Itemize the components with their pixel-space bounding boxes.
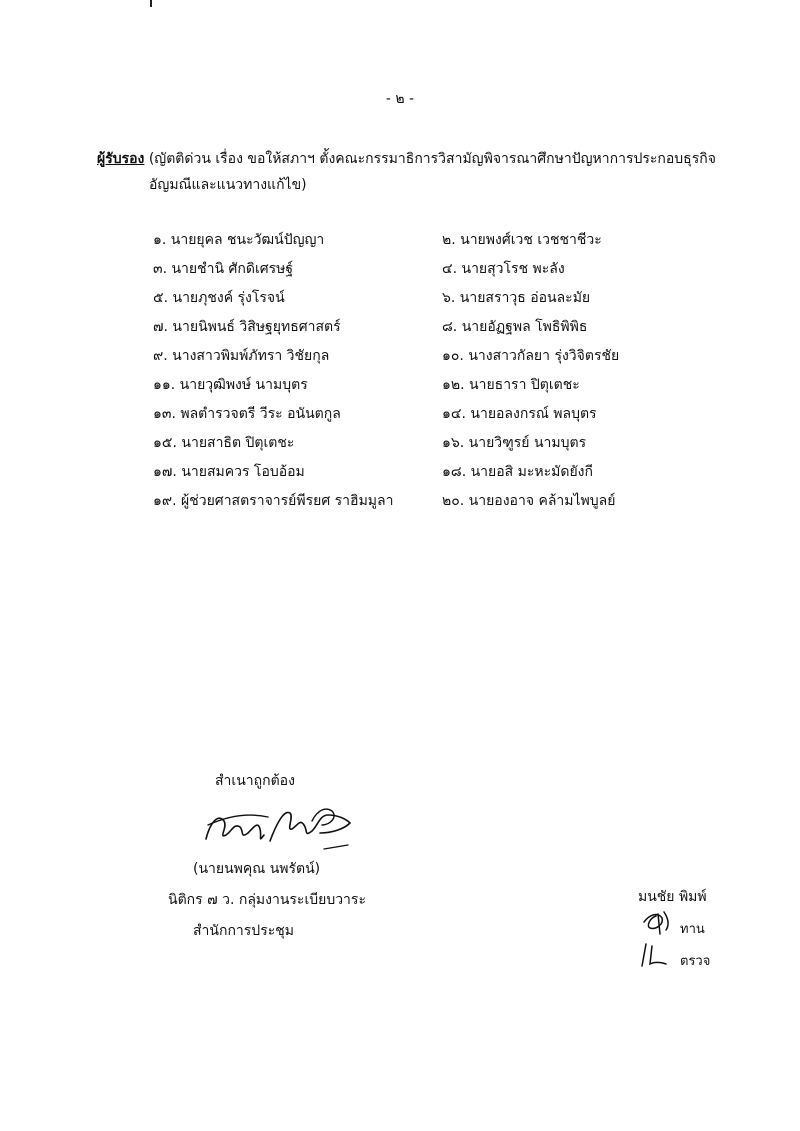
certifier-position: นิติกร ๗ ว. กลุ่มงานระเบียบวาระ (168, 892, 366, 908)
typist-role-check: ตรวจ (680, 954, 711, 969)
signer-right-2: ๔. นายสุวโรช พะลัง (442, 261, 565, 277)
signer-left-9: ๑๗. นายสมควร โอบอ้อม (153, 464, 305, 480)
signer-left-6: ๑๑. นายวุฒิพงษ์ นามบุตร (153, 377, 308, 393)
signer-left-4: ๗. นายนิพนธ์ วิสิษฐยุทธศาสตร์ (153, 319, 341, 335)
heading-label: ผู้รับรอง (97, 151, 145, 167)
signer-right-7: ๑๔. นายอลงกรณ์ พลบุตร (442, 406, 597, 422)
typist-role-review: ทาน (680, 922, 705, 937)
heading-continuation: อัญมณีและแนวทางแก้ไข) (149, 177, 307, 193)
signer-left-10: ๑๙. ผู้ช่วยศาสตราจารย์พีรยศ ราฮิมมูลา (153, 493, 394, 509)
page-number: - ๒ - (385, 91, 415, 107)
signer-left-8: ๑๕. นายสาธิต ปิตุเตชะ (153, 435, 295, 451)
signer-right-9: ๑๘. นายอสิ มะหะมัดยังกี (442, 464, 593, 480)
certification-label: สำเนาถูกต้อง (215, 773, 295, 789)
certifier-office: สำนักการประชุม (193, 923, 294, 939)
signer-left-7: ๑๓. พลตำรวจตรี วีระ อนันตกูล (153, 406, 341, 422)
handwritten-initial-reviewer (640, 908, 674, 940)
signer-left-1: ๑. นายยุคล ชนะวัฒน์ปัญญา (153, 232, 325, 248)
signer-left-3: ๕. นายภุชงค์ รุ่งโรจน์ (153, 290, 285, 306)
certifier-name: (นายนพคุณ นพรัตน์) (193, 861, 321, 877)
signer-right-5: ๑๐. นางสาวกัลยา รุ่งวิจิตรชัย (442, 348, 620, 364)
signer-right-4: ๘. นายอัฏฐพล โพธิพิพิธ (442, 319, 588, 335)
scan-mark (150, 0, 152, 7)
heading (97, 146, 737, 172)
signer-right-8: ๑๖. นายวิฑูรย์ นามบุตร (442, 435, 587, 451)
signer-right-3: ๖. นายสราวุธ อ่อนละมัย (442, 290, 591, 306)
signer-left-2: ๓. นายชำนิ ศักดิเศรษฐ์ (153, 261, 294, 277)
heading-text: (ญัตติด่วน เรื่อง ขอให้สภาฯ ตั้งคณะกรรมาธิการวิสามัญพิจารณาศึกษาปัญหาการประกอบธุรกิจ (148, 151, 716, 167)
signer-right-6: ๑๒. นายธารา ปิตุเตชะ (442, 377, 580, 393)
handwritten-signature (200, 795, 360, 859)
signer-left-5: ๙. นางสาวพิมพ์ภัทรา วิชัยกุล (153, 348, 330, 364)
signer-right-10: ๒๐. นายองอาจ คล้ามไพบูลย์ (442, 493, 616, 509)
handwritten-initial-checker (638, 940, 672, 974)
typist-label: มนชัย พิมพ์ (638, 889, 707, 905)
signer-right-1: ๒. นายพงศ์เวช เวชชาชีวะ (442, 232, 602, 248)
